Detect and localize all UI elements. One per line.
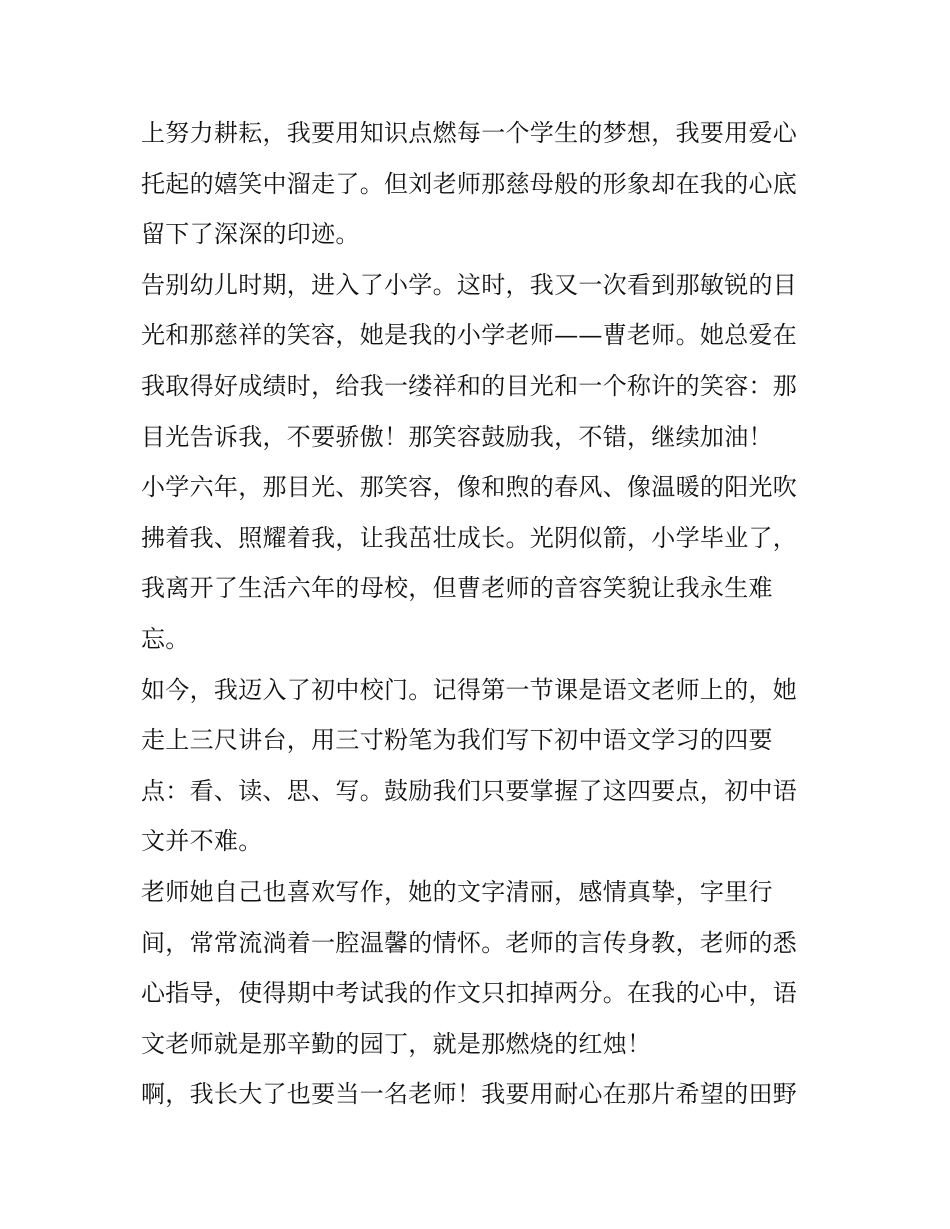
text-line: 光和那慈祥的笑容，她是我的小学老师——曹老师。她总爱在	[141, 321, 798, 350]
text-line: 目光告诉我，不要骄傲！那笑容鼓励我，不错，继续加油！	[141, 422, 773, 451]
text-line: 走上三尺讲台，用三寸粉笔为我们写下初中语文学习的四要	[141, 726, 773, 755]
text-line: 文老师就是那辛勤的园丁，就是那燃烧的红烛！	[141, 1029, 652, 1058]
text-line: 如今，我迈入了初中校门。记得第一节课是语文老师上的，她	[141, 675, 798, 704]
text-line: 我离开了生活六年的母校，但曹老师的音容笑貌让我永生难	[141, 574, 773, 603]
text-line: 告别幼儿时期，进入了小学。这时，我又一次看到那敏锐的目	[141, 270, 798, 299]
text-line: 心指导，使得期中考试我的作文只扣掉两分。在我的心中，语	[141, 979, 798, 1008]
text-line: 托起的嬉笑中溜走了。但刘老师那慈母般的形象却在我的心底	[141, 169, 798, 198]
text-line: 忘。	[141, 624, 190, 653]
text-line: 点：看、读、思、写。鼓励我们只要掌握了这四要点，初中语	[141, 776, 798, 805]
text-line: 拂着我、照耀着我，让我茁壮成长。光阴似箭，小学毕业了，	[141, 523, 798, 552]
text-line: 文并不难。	[141, 827, 263, 856]
text-line: 间，常常流淌着一腔温馨的情怀。老师的言传身教，老师的悉	[141, 928, 798, 957]
text-line: 我取得好成绩时，给我一缕祥和的目光和一个称许的笑容：那	[141, 371, 798, 400]
text-line: 老师她自己也喜欢写作，她的文字清丽，感情真挚，字里行	[141, 877, 773, 906]
text-line: 上努力耕耘，我要用知识点燃每一个学生的梦想，我要用爱心	[141, 119, 798, 147]
document-body	[141, 108, 821, 1120]
text-line: 啊，我长大了也要当一名老师！我要用耐心在那片希望的田野	[141, 1080, 798, 1109]
text-line: 留下了深深的印迹。	[141, 220, 360, 249]
text-line: 小学六年，那目光、那笑容，像和煦的春风、像温暖的阳光吹	[141, 473, 798, 502]
